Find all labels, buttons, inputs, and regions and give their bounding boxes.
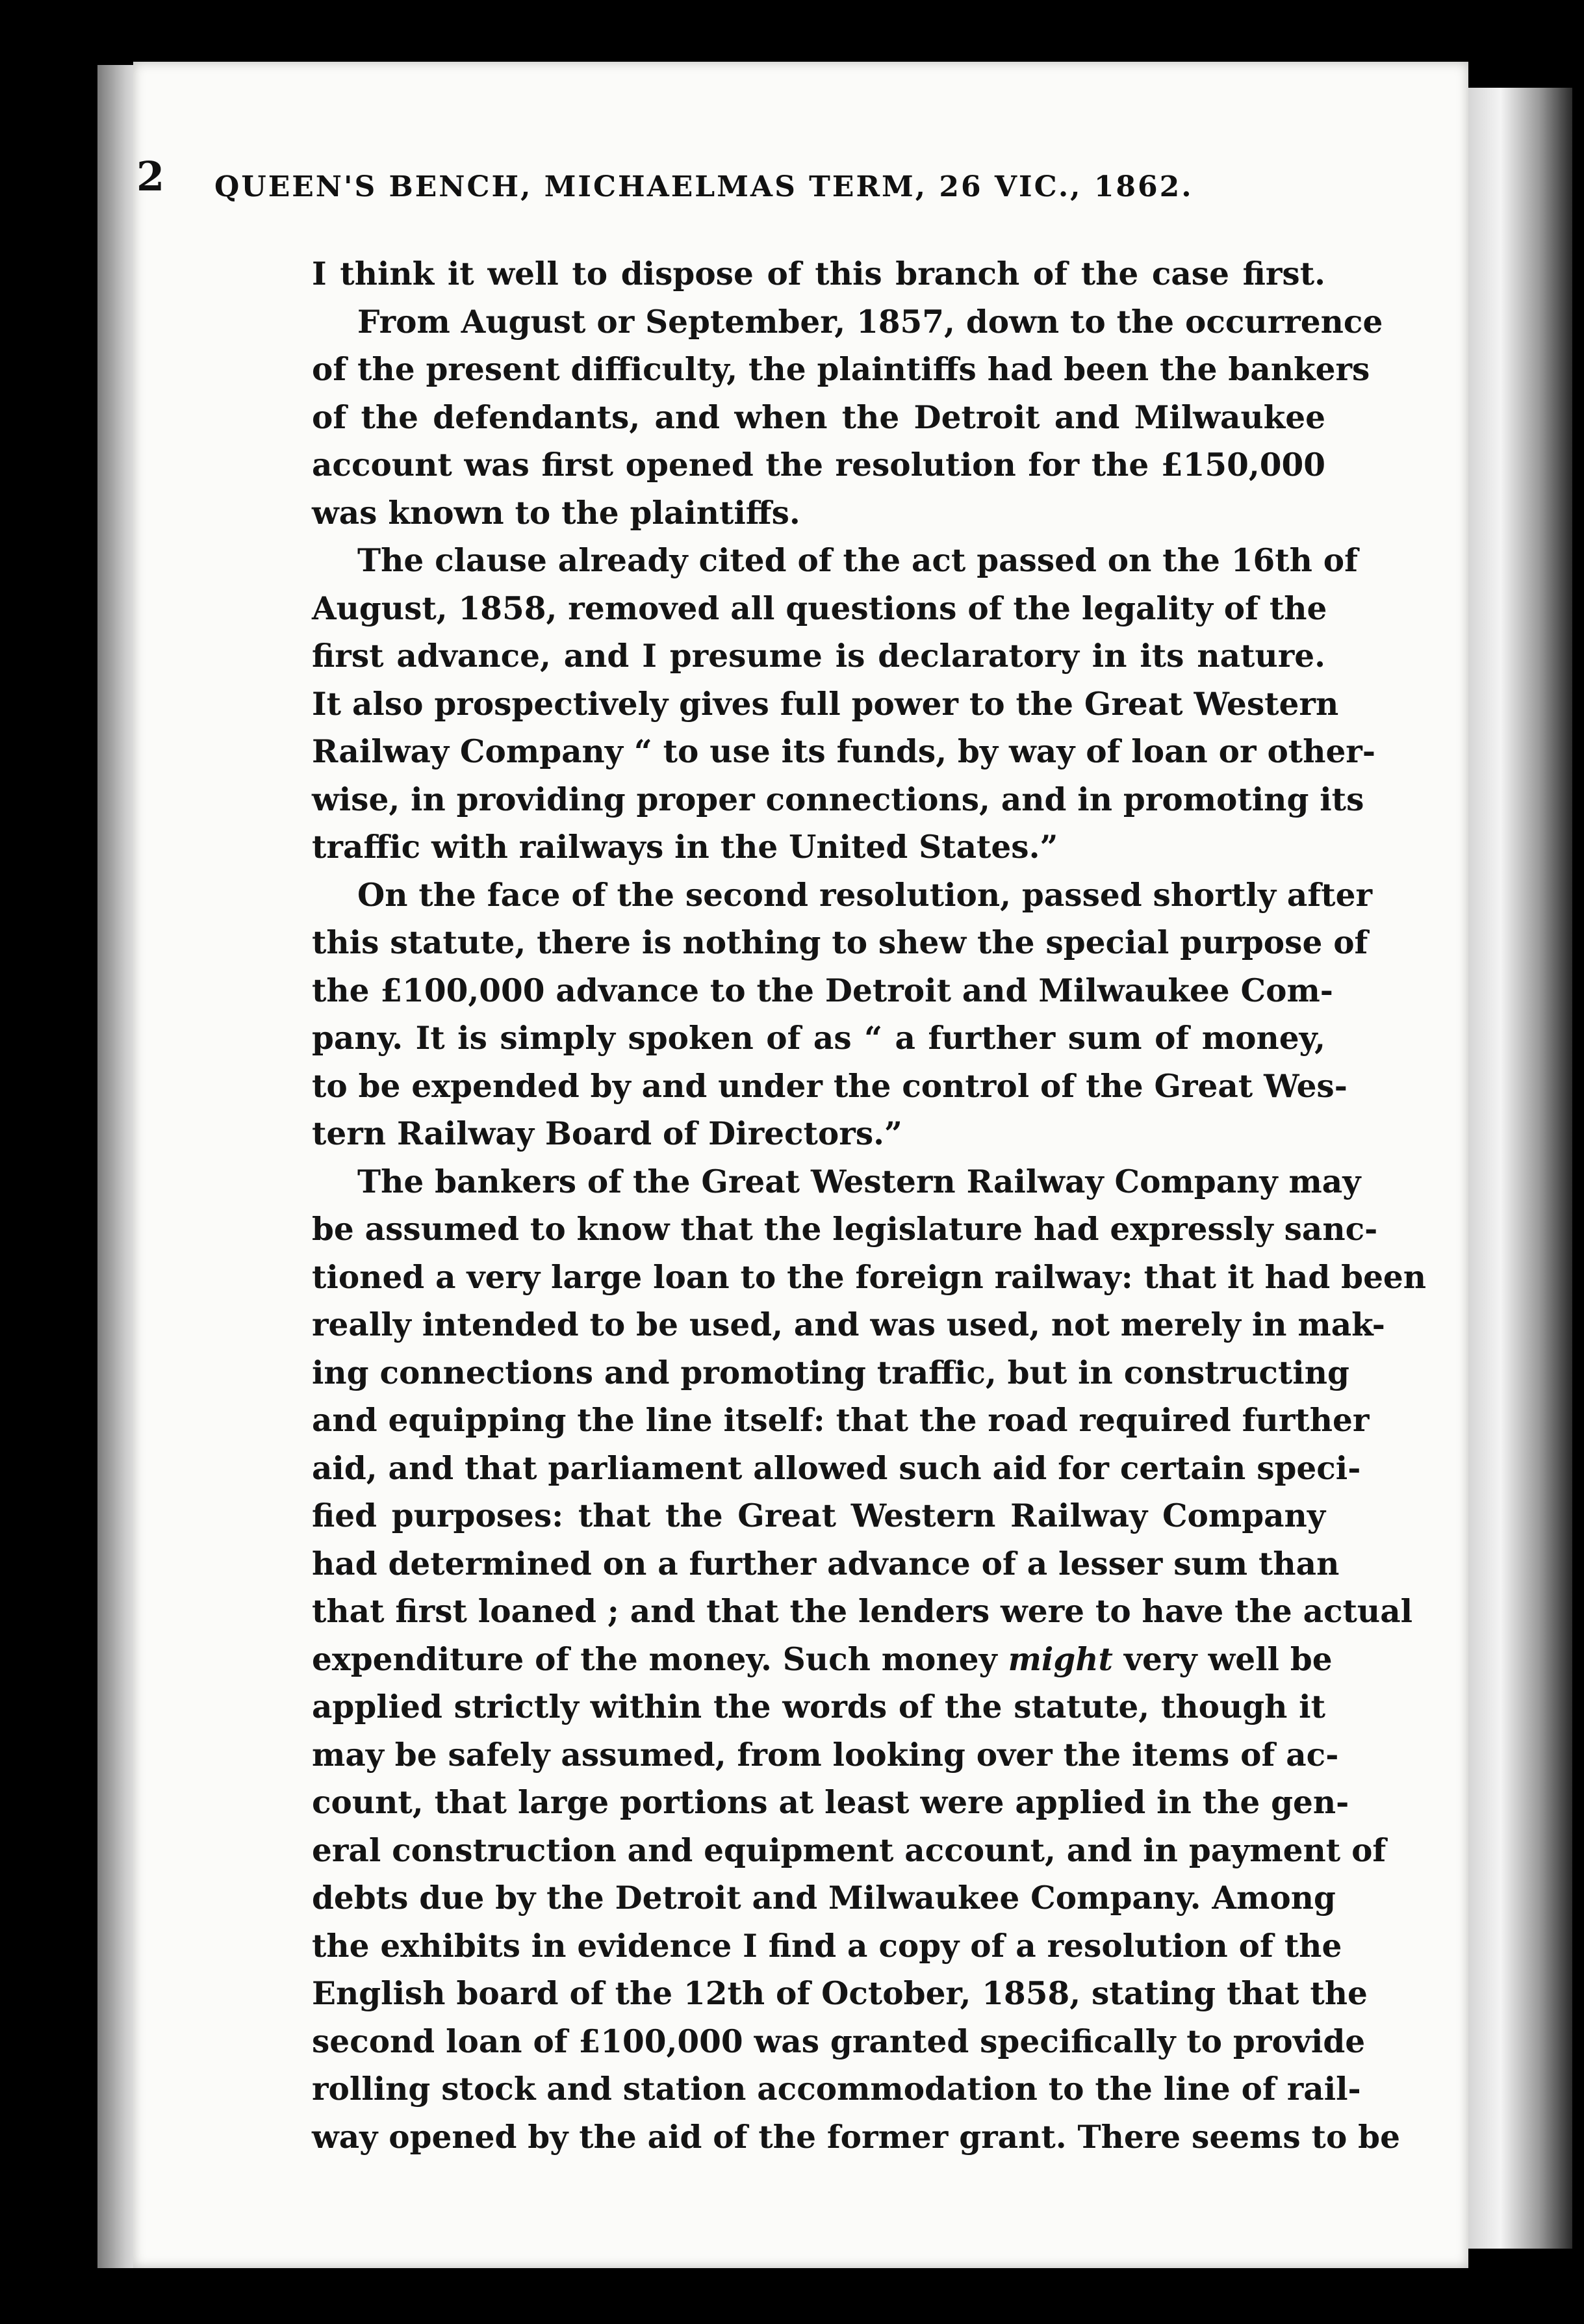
text-line: may be safely assumed, from looking over the items of ac- xyxy=(312,1736,1339,1774)
text-segment: very well be xyxy=(1112,1640,1333,1678)
text-line: account was first opened the resolution for the £150,000 xyxy=(312,446,1325,484)
text-line: second loan of £100,000 was granted specifically to provide xyxy=(312,2022,1366,2060)
text-line: ing connections and promoting traffic, but in constructing xyxy=(312,1354,1349,1391)
text-line: aid, and that parliament allowed such aid for certain speci- xyxy=(312,1449,1361,1487)
text-line: the £100,000 advance to the Detroit and Milwaukee Com- xyxy=(312,972,1333,1009)
text-line: had determined on a further advance of a lesser sum than xyxy=(312,1545,1340,1582)
text-line: eral construction and equipment account, and in payment of xyxy=(312,1831,1386,1869)
text-line: fied purposes: that the Great Western Railway Company xyxy=(312,1497,1325,1534)
text-line: that first loaned ; and that the lenders were to have the actual xyxy=(312,1593,1413,1630)
text-line: really intended to be used, and was used, not merely in mak- xyxy=(312,1306,1385,1343)
text-line: way opened by the aid of the former grant. There seems to be xyxy=(312,2118,1400,2156)
body-text xyxy=(312,250,1427,2161)
text-line: It also prospectively gives full power to the Great Western xyxy=(312,685,1339,723)
text-line: August, 1858, removed all questions of the legality of the xyxy=(312,589,1327,627)
text-line: From August or September, 1857, down to the occurrence xyxy=(357,303,1383,341)
text-line: tern Railway Board of Directors.” xyxy=(312,1115,902,1152)
page-edge-right xyxy=(1462,88,1572,2249)
italic-emphasis: might xyxy=(1008,1640,1113,1678)
text-line: this statute, there is nothing to shew the special purpose of xyxy=(312,924,1368,961)
text-line: the exhibits in evidence I find a copy of a resolution of the xyxy=(312,1927,1342,1965)
text-line: traffic with railways in the United States.” xyxy=(312,829,1058,866)
text-line: of the defendants, and when the Detroit and Milwaukee xyxy=(312,398,1325,436)
text-line: wise, in providing proper connections, and in promoting its xyxy=(312,781,1364,818)
text-line: The bankers of the Great Western Railway Company may xyxy=(357,1163,1361,1200)
text-line: English board of the 12th of October, 1858, stating that the xyxy=(312,1975,1368,2012)
running-head: QUEEN'S BENCH, MICHAELMAS TERM, 26 VIC., 1862. xyxy=(214,170,1194,203)
text-line: Railway Company “ to use its funds, by way of loan or other- xyxy=(312,733,1375,770)
text-line: be assumed to know that the legislature had expressly sanc- xyxy=(312,1211,1378,1248)
text-line: On the face of the second resolution, passed shortly after xyxy=(357,876,1372,914)
text-line: and equipping the line itself: that the road required further xyxy=(312,1402,1370,1439)
page-number: 2 xyxy=(136,153,165,200)
text-line: tioned a very large loan to the foreign railway: that it had been xyxy=(312,1258,1427,1296)
text-line: The clause already cited of the act passed on the 16th of xyxy=(357,542,1358,579)
text-line: pany. It is simply spoken of as “ a further sum of money, xyxy=(312,1020,1325,1057)
text-line: was known to the plaintiffs. xyxy=(312,494,800,532)
text-line: first advance, and I presume is declaratory in its nature. xyxy=(312,638,1325,675)
text-line: applied strictly within the words of the statute, though it xyxy=(312,1688,1325,1725)
text-line: debts due by the Detroit and Milwaukee Company. Among xyxy=(312,1879,1336,1917)
text-line: of the present difficulty, the plaintiffs had been the bankers xyxy=(312,351,1370,388)
text-line: count, that large portions at least were applied in the gen- xyxy=(312,1784,1349,1821)
text-line: rolling stock and station accommodation to the line of rail- xyxy=(312,2071,1361,2108)
text-line: I think it well to dispose of this branch of the case first. xyxy=(312,255,1325,292)
text-line-mixed xyxy=(312,1636,1333,1684)
text-line: to be expended by and under the control of the Great Wes- xyxy=(312,1067,1348,1105)
text-segment: expenditure of the money. Such money xyxy=(312,1640,1008,1678)
